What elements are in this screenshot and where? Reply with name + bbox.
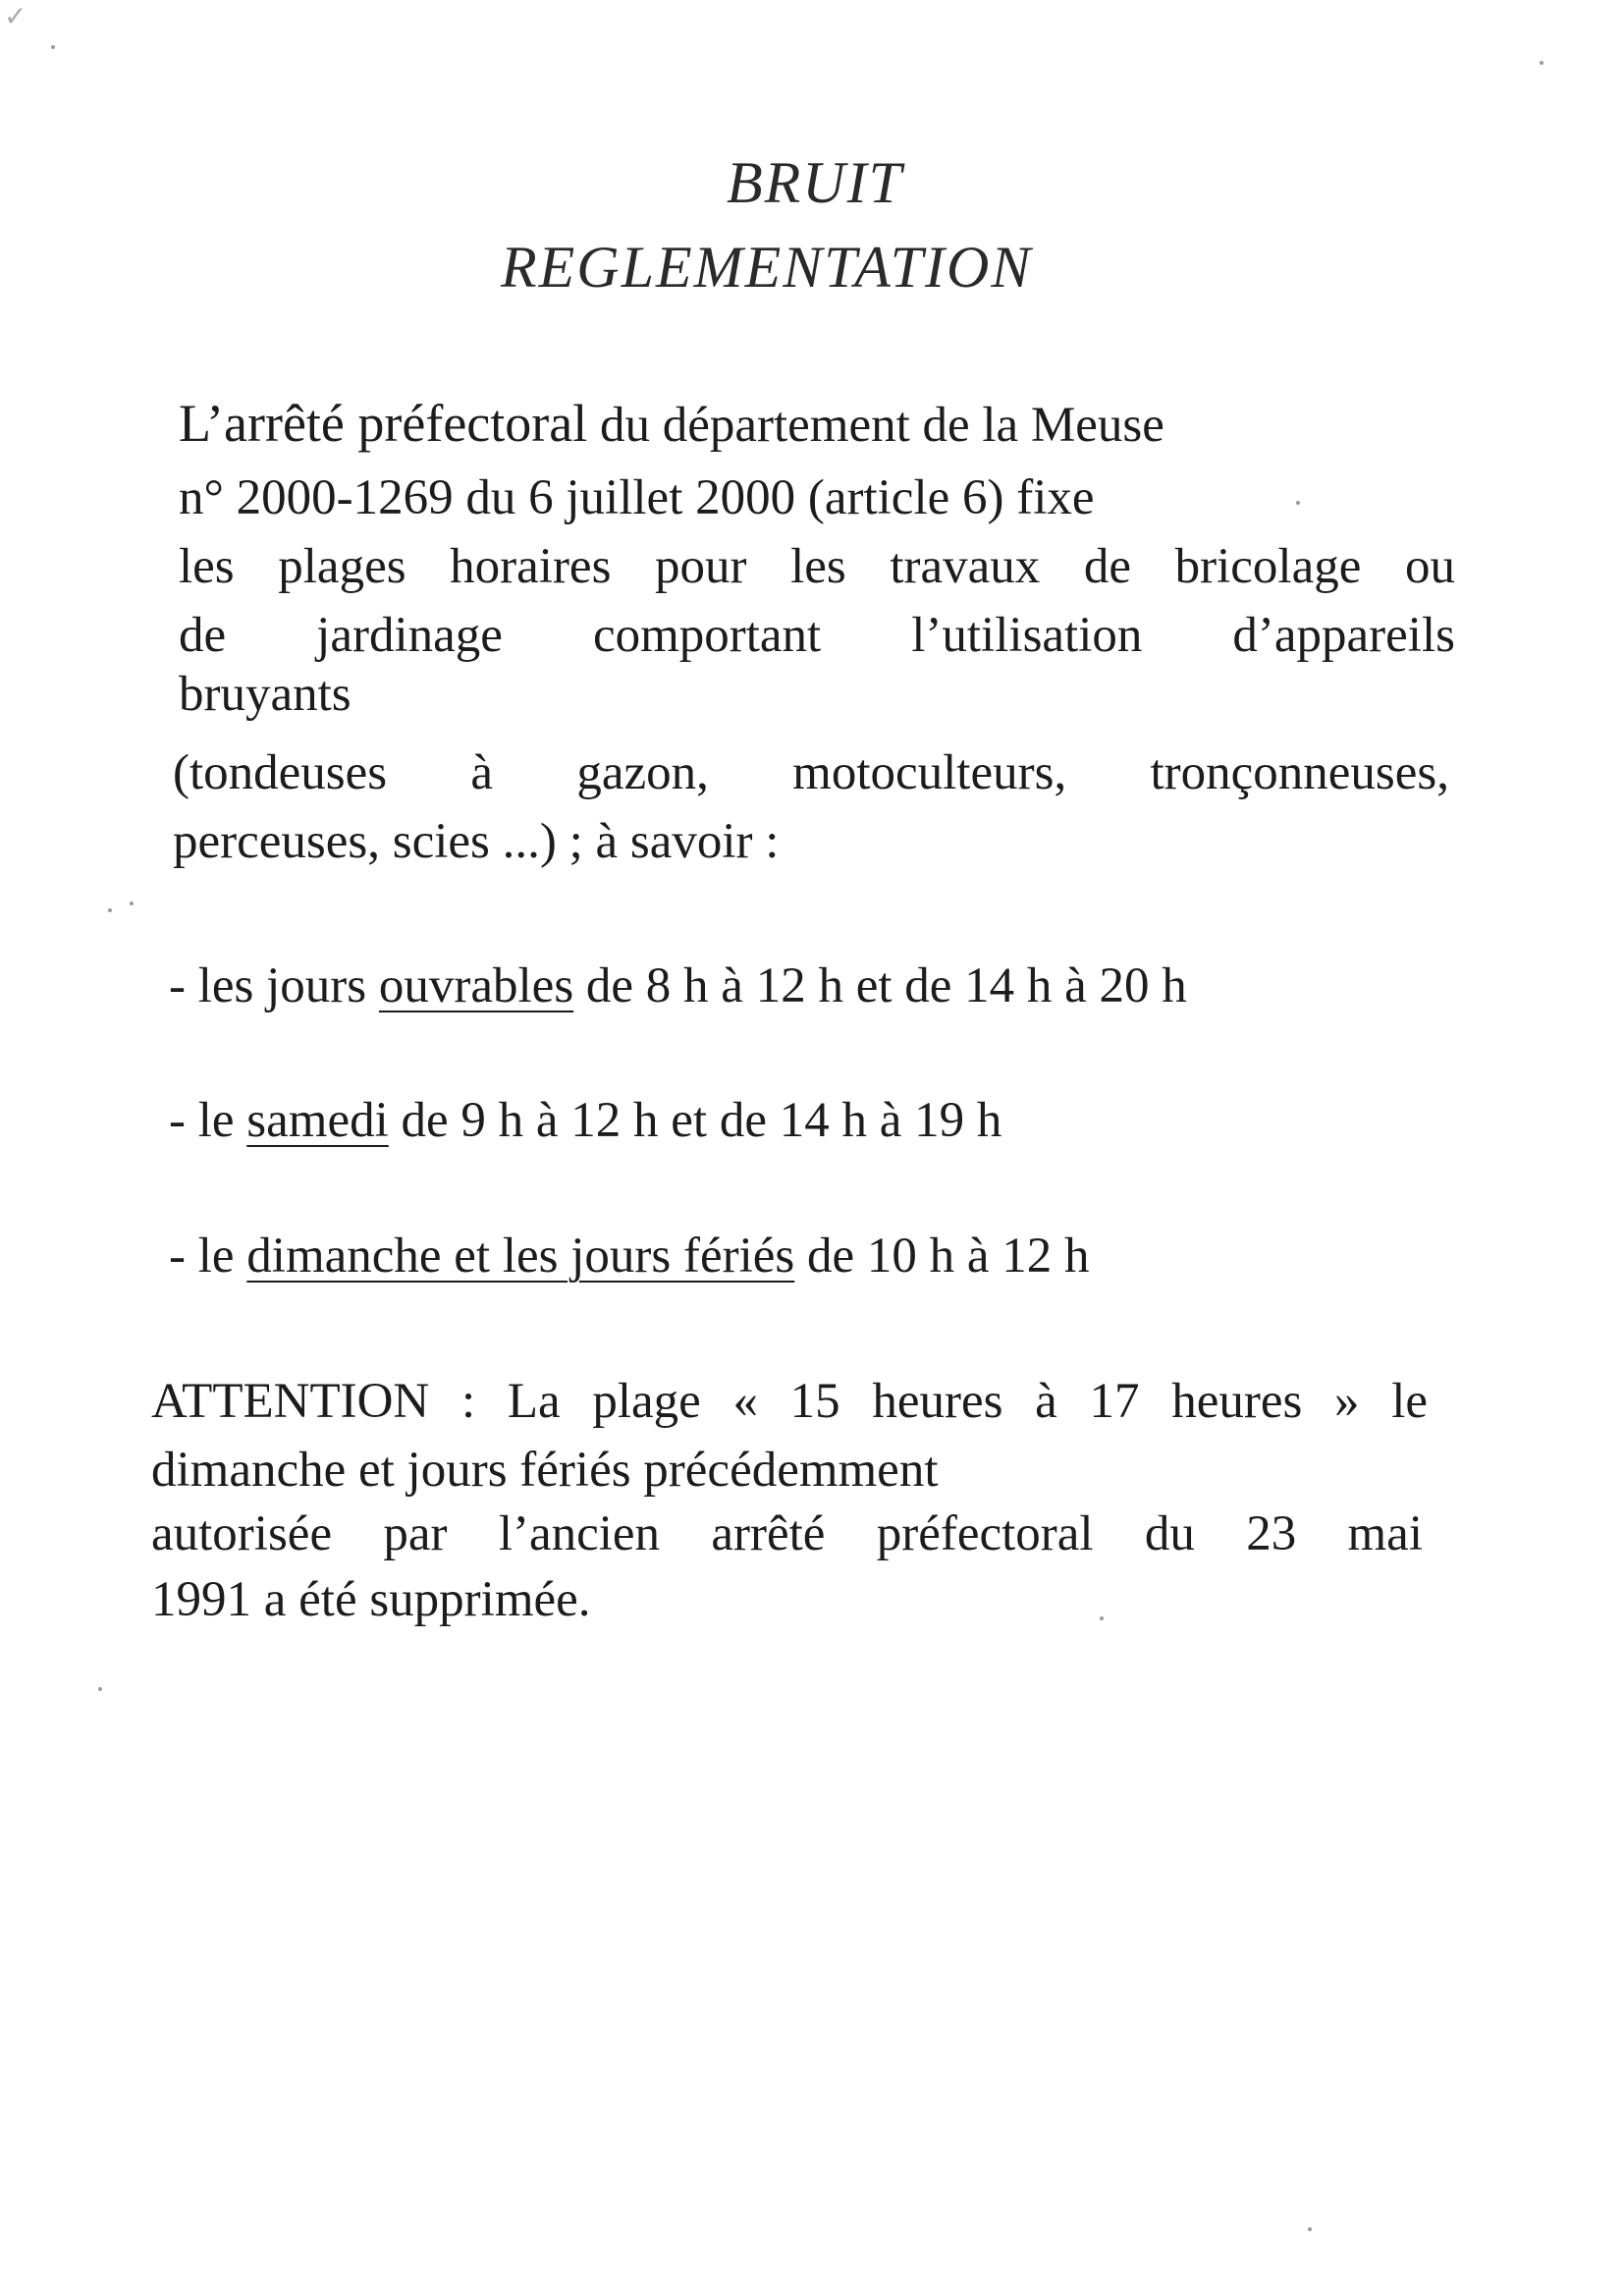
intro-line-1-start: L’arrêté préfectoral <box>179 394 588 453</box>
intro-line-5: bruyants <box>179 667 352 722</box>
intro-line-1 <box>179 393 1164 454</box>
scan-speck <box>1308 2227 1312 2231</box>
scan-speck <box>130 902 134 905</box>
schedule-sunday-hours: de 10 h à 12 h <box>794 1229 1090 1284</box>
attention-line-4: 1991 a été supprimée. <box>151 1572 591 1627</box>
schedule-sunday-day: dimanche et les jours fériés <box>246 1229 795 1284</box>
schedule-saturday <box>169 1092 1001 1149</box>
scan-speck <box>1100 1616 1104 1620</box>
schedule-sunday-holidays <box>169 1228 1090 1285</box>
schedule-saturday-hours: de 9 h à 12 h et de 14 h à 19 h <box>388 1093 1002 1148</box>
schedule-saturday-prefix: - le <box>169 1093 247 1148</box>
schedule-weekdays-day: ouvrables <box>378 958 574 1013</box>
attention-line-2: dimanche et jours fériés précédemment <box>151 1443 939 1498</box>
attention-line-1: ATTENTION : La plage « 15 heures à 17 heures » le <box>151 1374 1428 1429</box>
scan-speck <box>1540 61 1543 65</box>
schedule-sunday-prefix: - le <box>169 1229 247 1284</box>
intro-line-3: les plages horaires pour les travaux de bricolage ou <box>179 539 1455 594</box>
intro-line-2: n° 2000-1269 du 6 juillet 2000 (article 6) fixe <box>179 470 1095 525</box>
schedule-weekdays <box>169 957 1187 1014</box>
title-line-1: BRUIT <box>727 150 903 215</box>
title-line-2: REGLEMENTATION <box>501 235 1033 300</box>
scan-speck <box>51 45 55 49</box>
scan-speck <box>108 908 112 912</box>
scan-mark: ✓ <box>4 2 27 32</box>
schedule-saturday-day: samedi <box>246 1093 389 1148</box>
intro-line-1-end: du département de la Meuse <box>587 398 1164 453</box>
scan-speck <box>1296 501 1300 505</box>
attention-line-3: autorisée par l’ancien arrêté préfectoral du 23 mai <box>151 1506 1423 1561</box>
scan-speck <box>98 1687 102 1691</box>
schedule-weekdays-prefix: - les jours <box>169 958 379 1013</box>
intro-line-6: (tondeuses à gazon, motoculteurs, tronçonneuses, <box>173 745 1449 800</box>
intro-line-4: de jardinage comportant l’utilisation d’appareils <box>179 608 1455 663</box>
schedule-weekdays-hours: de 8 h à 12 h et de 14 h à 20 h <box>573 958 1187 1013</box>
intro-line-7: perceuses, scies ...) ; à savoir : <box>173 814 780 869</box>
